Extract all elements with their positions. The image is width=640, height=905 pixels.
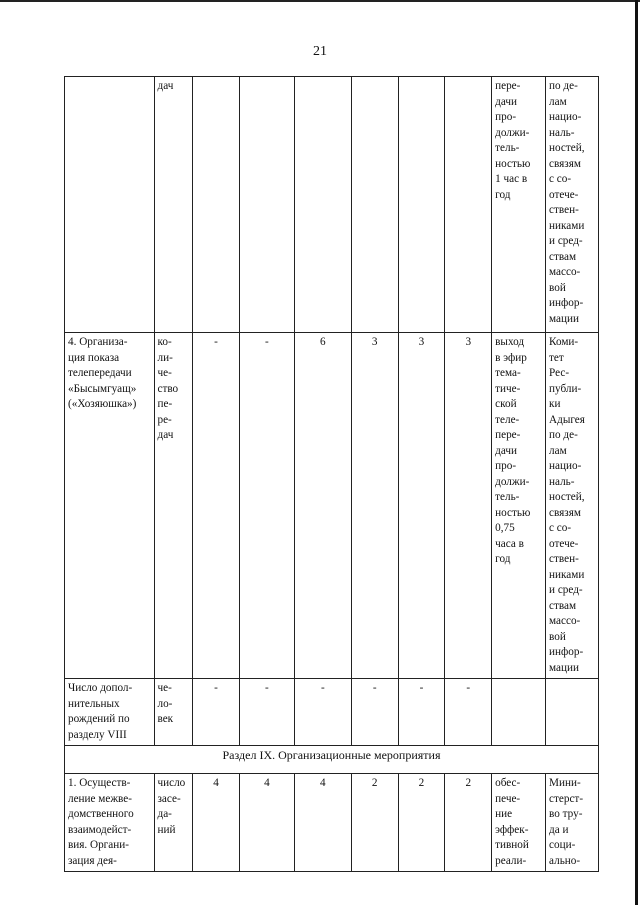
page-number: 21 xyxy=(313,44,327,59)
executor-cell-line: ствен- xyxy=(549,553,579,565)
unit-cell-line: ли- xyxy=(157,351,173,364)
unit-cell xyxy=(154,333,193,679)
unit-cell-line: число xyxy=(157,777,186,789)
value-cell: 3 xyxy=(445,333,492,679)
executor-cell-line: вой xyxy=(549,630,566,643)
executor-cell-line: с со- xyxy=(549,173,572,185)
measure-name-cell-line: «Бысымгуащ» xyxy=(68,382,137,395)
value-cell: - xyxy=(445,679,492,746)
table-row xyxy=(65,77,599,333)
executor-cell-line: никами xyxy=(549,219,585,232)
value-cell xyxy=(239,77,294,333)
executor-cell-line: лам xyxy=(549,444,567,457)
executor-cell-line: с со- xyxy=(549,522,572,534)
measure-name-cell-line: Число допол- xyxy=(68,682,133,694)
unit-cell-line: ство xyxy=(157,382,179,395)
section-header-row xyxy=(65,746,599,774)
measure-name-cell xyxy=(65,333,155,679)
unit-cell xyxy=(154,774,193,872)
section-title: Раздел IX. Организационные мероприятия xyxy=(65,746,599,774)
result-cell-line: про- xyxy=(495,460,517,472)
unit-cell-line: ний xyxy=(157,823,176,836)
executor-cell-line: лам xyxy=(549,95,567,108)
result-cell-line: про- xyxy=(495,111,517,123)
result-cell xyxy=(492,77,546,333)
measures-table xyxy=(64,76,599,872)
executor-cell-line: ствам xyxy=(549,250,577,263)
measure-name-cell-line: нительных xyxy=(68,697,120,710)
unit-cell-line: ре- xyxy=(157,413,172,426)
value-cell: 2 xyxy=(398,774,445,872)
scan-right-edge xyxy=(635,0,638,905)
result-cell-line: тель- xyxy=(495,491,520,503)
result-cell-line: в эфир xyxy=(495,351,527,364)
value-cell: 4 xyxy=(239,774,294,872)
result-cell-line: пече- xyxy=(495,792,521,805)
executor-cell-line: тет xyxy=(549,351,564,364)
executor-cell-line: никами xyxy=(549,568,585,581)
result-cell-line: теле- xyxy=(495,413,520,426)
value-cell xyxy=(193,77,240,333)
unit-cell-line: ло- xyxy=(157,697,173,710)
scan-top-edge xyxy=(0,0,640,2)
executor-cell-line: вой xyxy=(549,281,566,294)
measure-name-cell-line: 1. Осуществ- xyxy=(68,777,131,789)
unit-cell-line: дач xyxy=(157,80,174,92)
executor-cell-line: массо- xyxy=(549,615,581,627)
table-row xyxy=(65,774,599,872)
value-cell: 3 xyxy=(351,333,398,679)
value-cell xyxy=(398,77,445,333)
result-cell-line: пере- xyxy=(495,80,521,92)
value-cell xyxy=(294,77,351,333)
result-cell-line: должи- xyxy=(495,475,530,488)
unit-cell-line: засе- xyxy=(157,792,181,805)
executor-cell-line: ки xyxy=(549,398,561,410)
table-row xyxy=(65,679,599,746)
executor-cell-line: Рес- xyxy=(549,367,570,379)
result-cell-line: часа в xyxy=(495,537,524,550)
measure-name-cell-line: домственного xyxy=(68,808,134,820)
value-cell xyxy=(351,77,398,333)
executor-cell-line: мации xyxy=(549,312,579,325)
measure-name-cell-line: взаимодейст- xyxy=(68,823,132,836)
executor-cell-line: и сред- xyxy=(549,584,583,596)
result-cell-line: пере- xyxy=(495,429,521,441)
value-cell: 2 xyxy=(445,774,492,872)
value-cell: 6 xyxy=(294,333,351,679)
executor-cell-line: ствам xyxy=(549,599,577,612)
measure-name-cell xyxy=(65,77,155,333)
result-cell-line: ние xyxy=(495,808,513,820)
executor-cell-line: по де- xyxy=(549,80,578,92)
executor-cell xyxy=(546,77,599,333)
result-cell-line: тема- xyxy=(495,367,521,379)
executor-cell-line: да и xyxy=(549,823,569,836)
executor-cell-line: наль- xyxy=(549,475,575,488)
value-cell: - xyxy=(193,679,240,746)
executor-cell-line: ностей, xyxy=(549,491,585,503)
result-cell-line: тиче- xyxy=(495,382,521,395)
result-cell-line: дачи xyxy=(495,444,517,457)
result-cell-line: тивной xyxy=(495,839,529,851)
unit-cell-line: че- xyxy=(157,367,172,379)
result-cell-line: ностью xyxy=(495,506,531,519)
executor-cell-line: массо- xyxy=(549,266,581,278)
unit-cell-line: ко- xyxy=(157,336,172,348)
executor-cell-line: по де- xyxy=(549,429,578,441)
unit-cell-line: че- xyxy=(157,682,172,694)
unit-cell xyxy=(154,77,193,333)
measure-name-cell-line: 4. Организа- xyxy=(68,336,128,348)
value-cell xyxy=(445,77,492,333)
measure-name-cell-line: зация дея- xyxy=(68,854,117,867)
executor-cell-line: связям xyxy=(549,506,581,519)
measure-name-cell-line: («Хозяюшка») xyxy=(68,398,137,410)
executor-cell-line: во тру- xyxy=(549,808,583,820)
measure-name-cell-line: разделу VIII xyxy=(68,728,127,741)
value-cell: - xyxy=(398,679,445,746)
executor-cell-line: мации xyxy=(549,661,579,674)
value-cell: - xyxy=(193,333,240,679)
result-cell-line: 1 час в xyxy=(495,173,528,185)
executor-cell xyxy=(546,333,599,679)
measure-name-cell-line: ление межве- xyxy=(68,792,132,805)
unit-cell xyxy=(154,679,193,746)
executor-cell xyxy=(546,679,599,746)
value-cell: 2 xyxy=(351,774,398,872)
result-cell-line: выход xyxy=(495,336,525,348)
value-cell: 4 xyxy=(193,774,240,872)
result-cell-line: тель- xyxy=(495,142,520,154)
value-cell: 4 xyxy=(294,774,351,872)
executor-cell-line: соци- xyxy=(549,839,576,851)
unit-cell-line: век xyxy=(157,713,174,725)
unit-cell-line: дач xyxy=(157,429,174,441)
value-cell: - xyxy=(294,679,351,746)
executor-cell-line: отече- xyxy=(549,537,579,550)
executor-cell-line: инфор- xyxy=(549,646,584,658)
result-cell xyxy=(492,679,546,746)
executor-cell-line: нацио- xyxy=(549,111,582,123)
executor-cell-line: стерст- xyxy=(549,792,584,805)
value-cell: - xyxy=(351,679,398,746)
measure-name-cell xyxy=(65,679,155,746)
executor-cell xyxy=(546,774,599,872)
executor-cell-line: инфор- xyxy=(549,297,584,309)
result-cell-line: реали- xyxy=(495,854,527,867)
result-cell-line: дачи xyxy=(495,95,517,108)
result-cell-line: должи- xyxy=(495,126,530,139)
executor-cell-line: публи- xyxy=(549,382,582,395)
measure-name-cell xyxy=(65,774,155,872)
executor-cell-line: связям xyxy=(549,157,581,170)
value-cell: - xyxy=(239,679,294,746)
result-cell-line: год xyxy=(495,188,511,201)
executor-cell-line: наль- xyxy=(549,126,575,139)
executor-cell-line: ностей, xyxy=(549,142,585,154)
executor-cell-line: и сред- xyxy=(549,235,583,247)
table-row xyxy=(65,333,599,679)
result-cell-line: ской xyxy=(495,398,517,410)
table-body xyxy=(65,77,599,872)
result-cell-line: год xyxy=(495,553,511,565)
result-cell-line: обес- xyxy=(495,777,521,789)
executor-cell-line: Адыгея xyxy=(549,413,585,426)
measure-name-cell-line: вия. Органи- xyxy=(68,839,129,851)
measure-name-cell-line: телепередачи xyxy=(68,367,132,379)
executor-cell-line: ально- xyxy=(549,854,581,867)
measure-name-cell-line: рождений по xyxy=(68,713,130,725)
result-cell xyxy=(492,333,546,679)
unit-cell-line: пе- xyxy=(157,398,173,410)
result-cell xyxy=(492,774,546,872)
executor-cell-line: отече- xyxy=(549,188,579,201)
result-cell-line: эффек- xyxy=(495,823,529,836)
executor-cell-line: Коми- xyxy=(549,336,579,348)
result-cell-line: ностью xyxy=(495,157,531,170)
result-cell-line: 0,75 xyxy=(495,522,515,534)
unit-cell-line: да- xyxy=(157,808,172,820)
executor-cell-line: Мини- xyxy=(549,777,581,789)
value-cell: - xyxy=(239,333,294,679)
value-cell: 3 xyxy=(398,333,445,679)
executor-cell-line: ствен- xyxy=(549,204,579,216)
executor-cell-line: нацио- xyxy=(549,460,582,472)
measure-name-cell-line: ция показа xyxy=(68,351,120,364)
